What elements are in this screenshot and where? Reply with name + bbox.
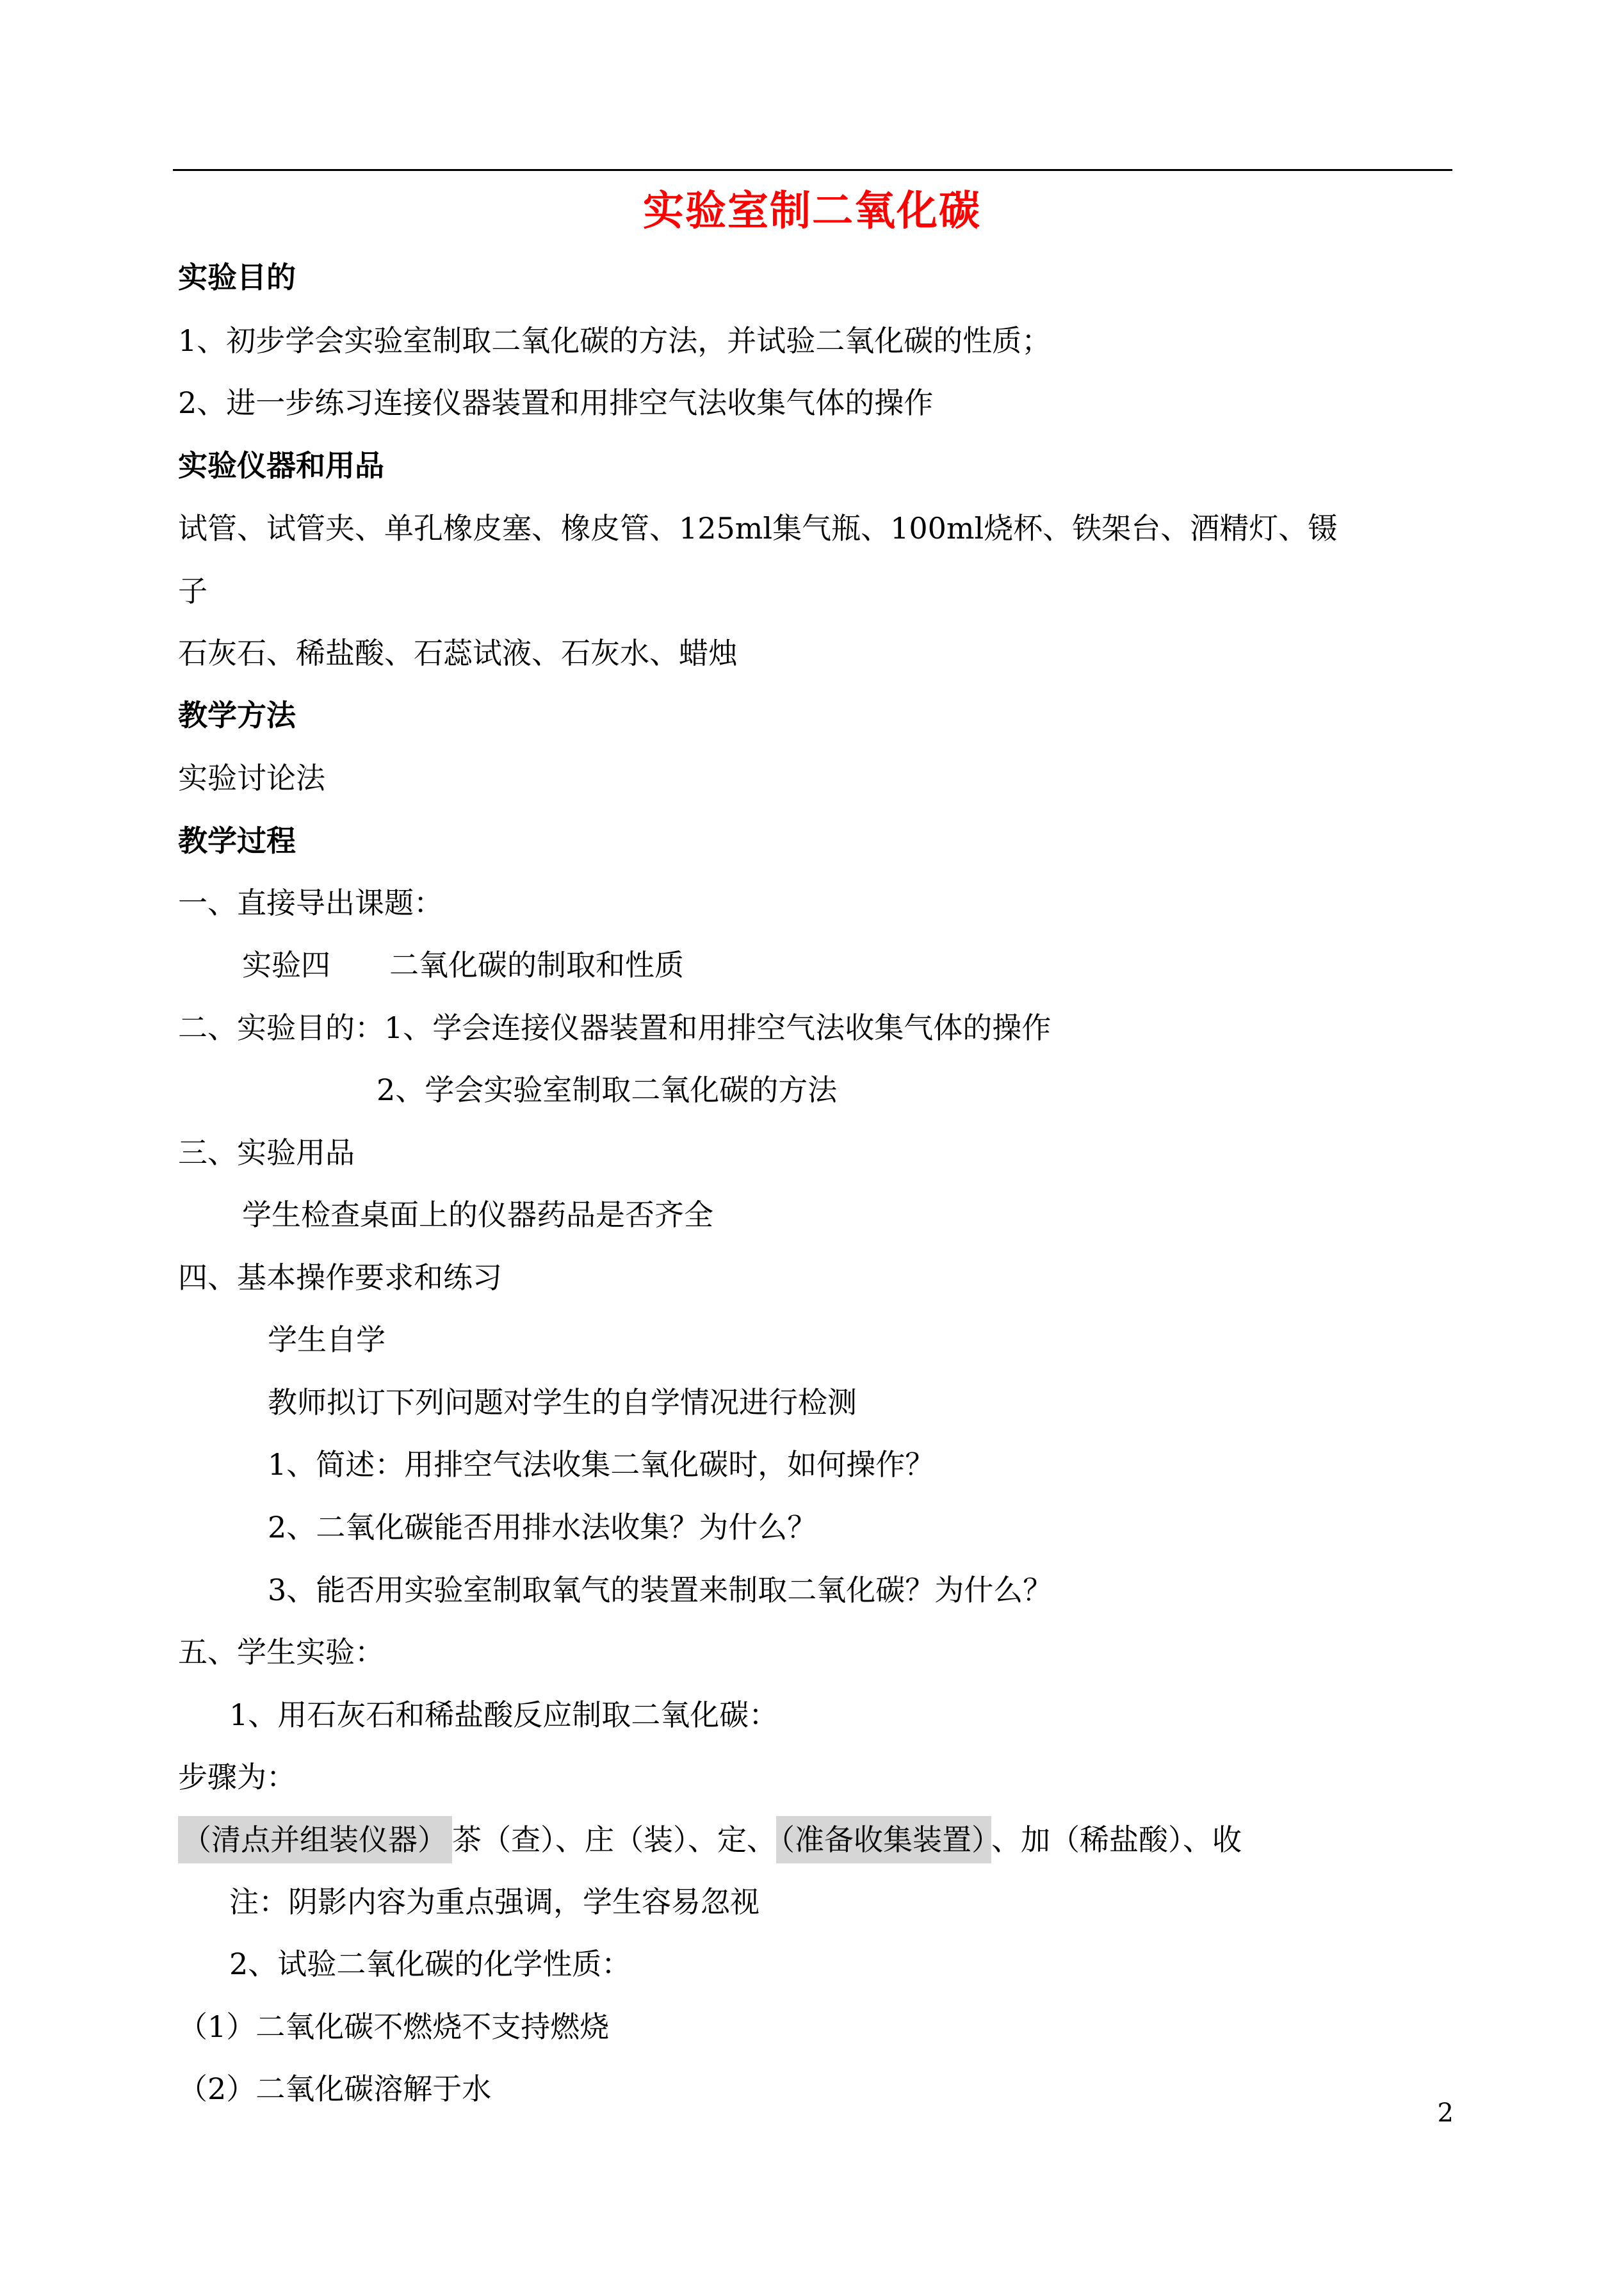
highlight-collection: （准备收集装置）: [776, 1816, 991, 1863]
steps-middle: 茶（查）、庄（装）、定、: [452, 1822, 776, 1857]
experiment-step-2: 2、试验二氧化碳的化学性质：: [229, 1947, 631, 1981]
equipment-list-cont: 子: [178, 574, 207, 608]
reagent-list: 石灰石、稀盐酸、石蕊试液、石灰水、蜡烛: [178, 636, 738, 670]
section-3-heading: 三、实验用品: [178, 1135, 355, 1170]
heading-process: 教学过程: [178, 823, 296, 858]
method-text: 实验讨论法: [178, 761, 325, 795]
section-2-heading: 二、实验目的：1、学会连接仪器装置和用排空气法收集气体的操作: [178, 1010, 1052, 1045]
section-4-check: 教师拟订下列问题对学生的自学情况进行检测: [268, 1385, 857, 1420]
property-1: （1）二氧化碳不燃烧不支持燃烧: [178, 2009, 610, 2044]
experiment-step-1: 1、用石灰石和稀盐酸反应制取二氧化碳：: [229, 1698, 779, 1732]
question-1: 1、简述：用排空气法收集二氧化碳时，如何操作？: [268, 1447, 935, 1482]
equipment-list: 试管、试管夹、单孔橡皮塞、橡皮管、125ml集气瓶、100ml烧杯、铁架台、酒精灯、镊: [178, 511, 1338, 546]
heading-objectives: 实验目的: [178, 260, 296, 295]
experiment-title: 实验四 二氧化碳的制取和性质: [242, 948, 684, 982]
header-rule: [173, 169, 1452, 171]
section-5-heading: 五、学生实验：: [178, 1635, 384, 1669]
steps-line: [178, 1817, 1242, 1862]
steps-tail: 、加（稀盐酸）、收: [991, 1822, 1242, 1857]
section-4-self-study: 学生自学: [268, 1322, 386, 1357]
section-2-item-2: 2、学会实验室制取二氧化碳的方法: [377, 1073, 838, 1107]
property-2: （2）二氧化碳溶解于水: [178, 2072, 492, 2106]
document-title: 实验室制二氧化碳: [643, 187, 981, 235]
question-3: 3、能否用实验室制取氧气的装置来制取二氧化碳？为什么？: [268, 1573, 1053, 1607]
objective-1: 1、初步学会实验室制取二氧化碳的方法，并试验二氧化碳的性质；: [178, 323, 1052, 358]
question-2: 2、二氧化碳能否用排水法收集？为什么？: [268, 1510, 817, 1545]
steps-label: 步骤为：: [178, 1760, 296, 1794]
page-number: 2: [1437, 2098, 1454, 2128]
section-4-heading: 四、基本操作要求和练习: [178, 1260, 502, 1295]
heading-equipment: 实验仪器和用品: [178, 448, 384, 483]
section-1-heading: 一、直接导出课题：: [178, 886, 443, 920]
highlight-assemble: （清点并组装仪器）: [178, 1816, 452, 1863]
note-text: 注：阴影内容为重点强调，学生容易忽视: [229, 1885, 759, 1919]
section-3-text: 学生检查桌面上的仪器药品是否齐全: [242, 1197, 713, 1232]
heading-method: 教学方法: [178, 698, 296, 733]
objective-2: 2、进一步练习连接仪器装置和用排空气法收集气体的操作: [178, 385, 934, 420]
